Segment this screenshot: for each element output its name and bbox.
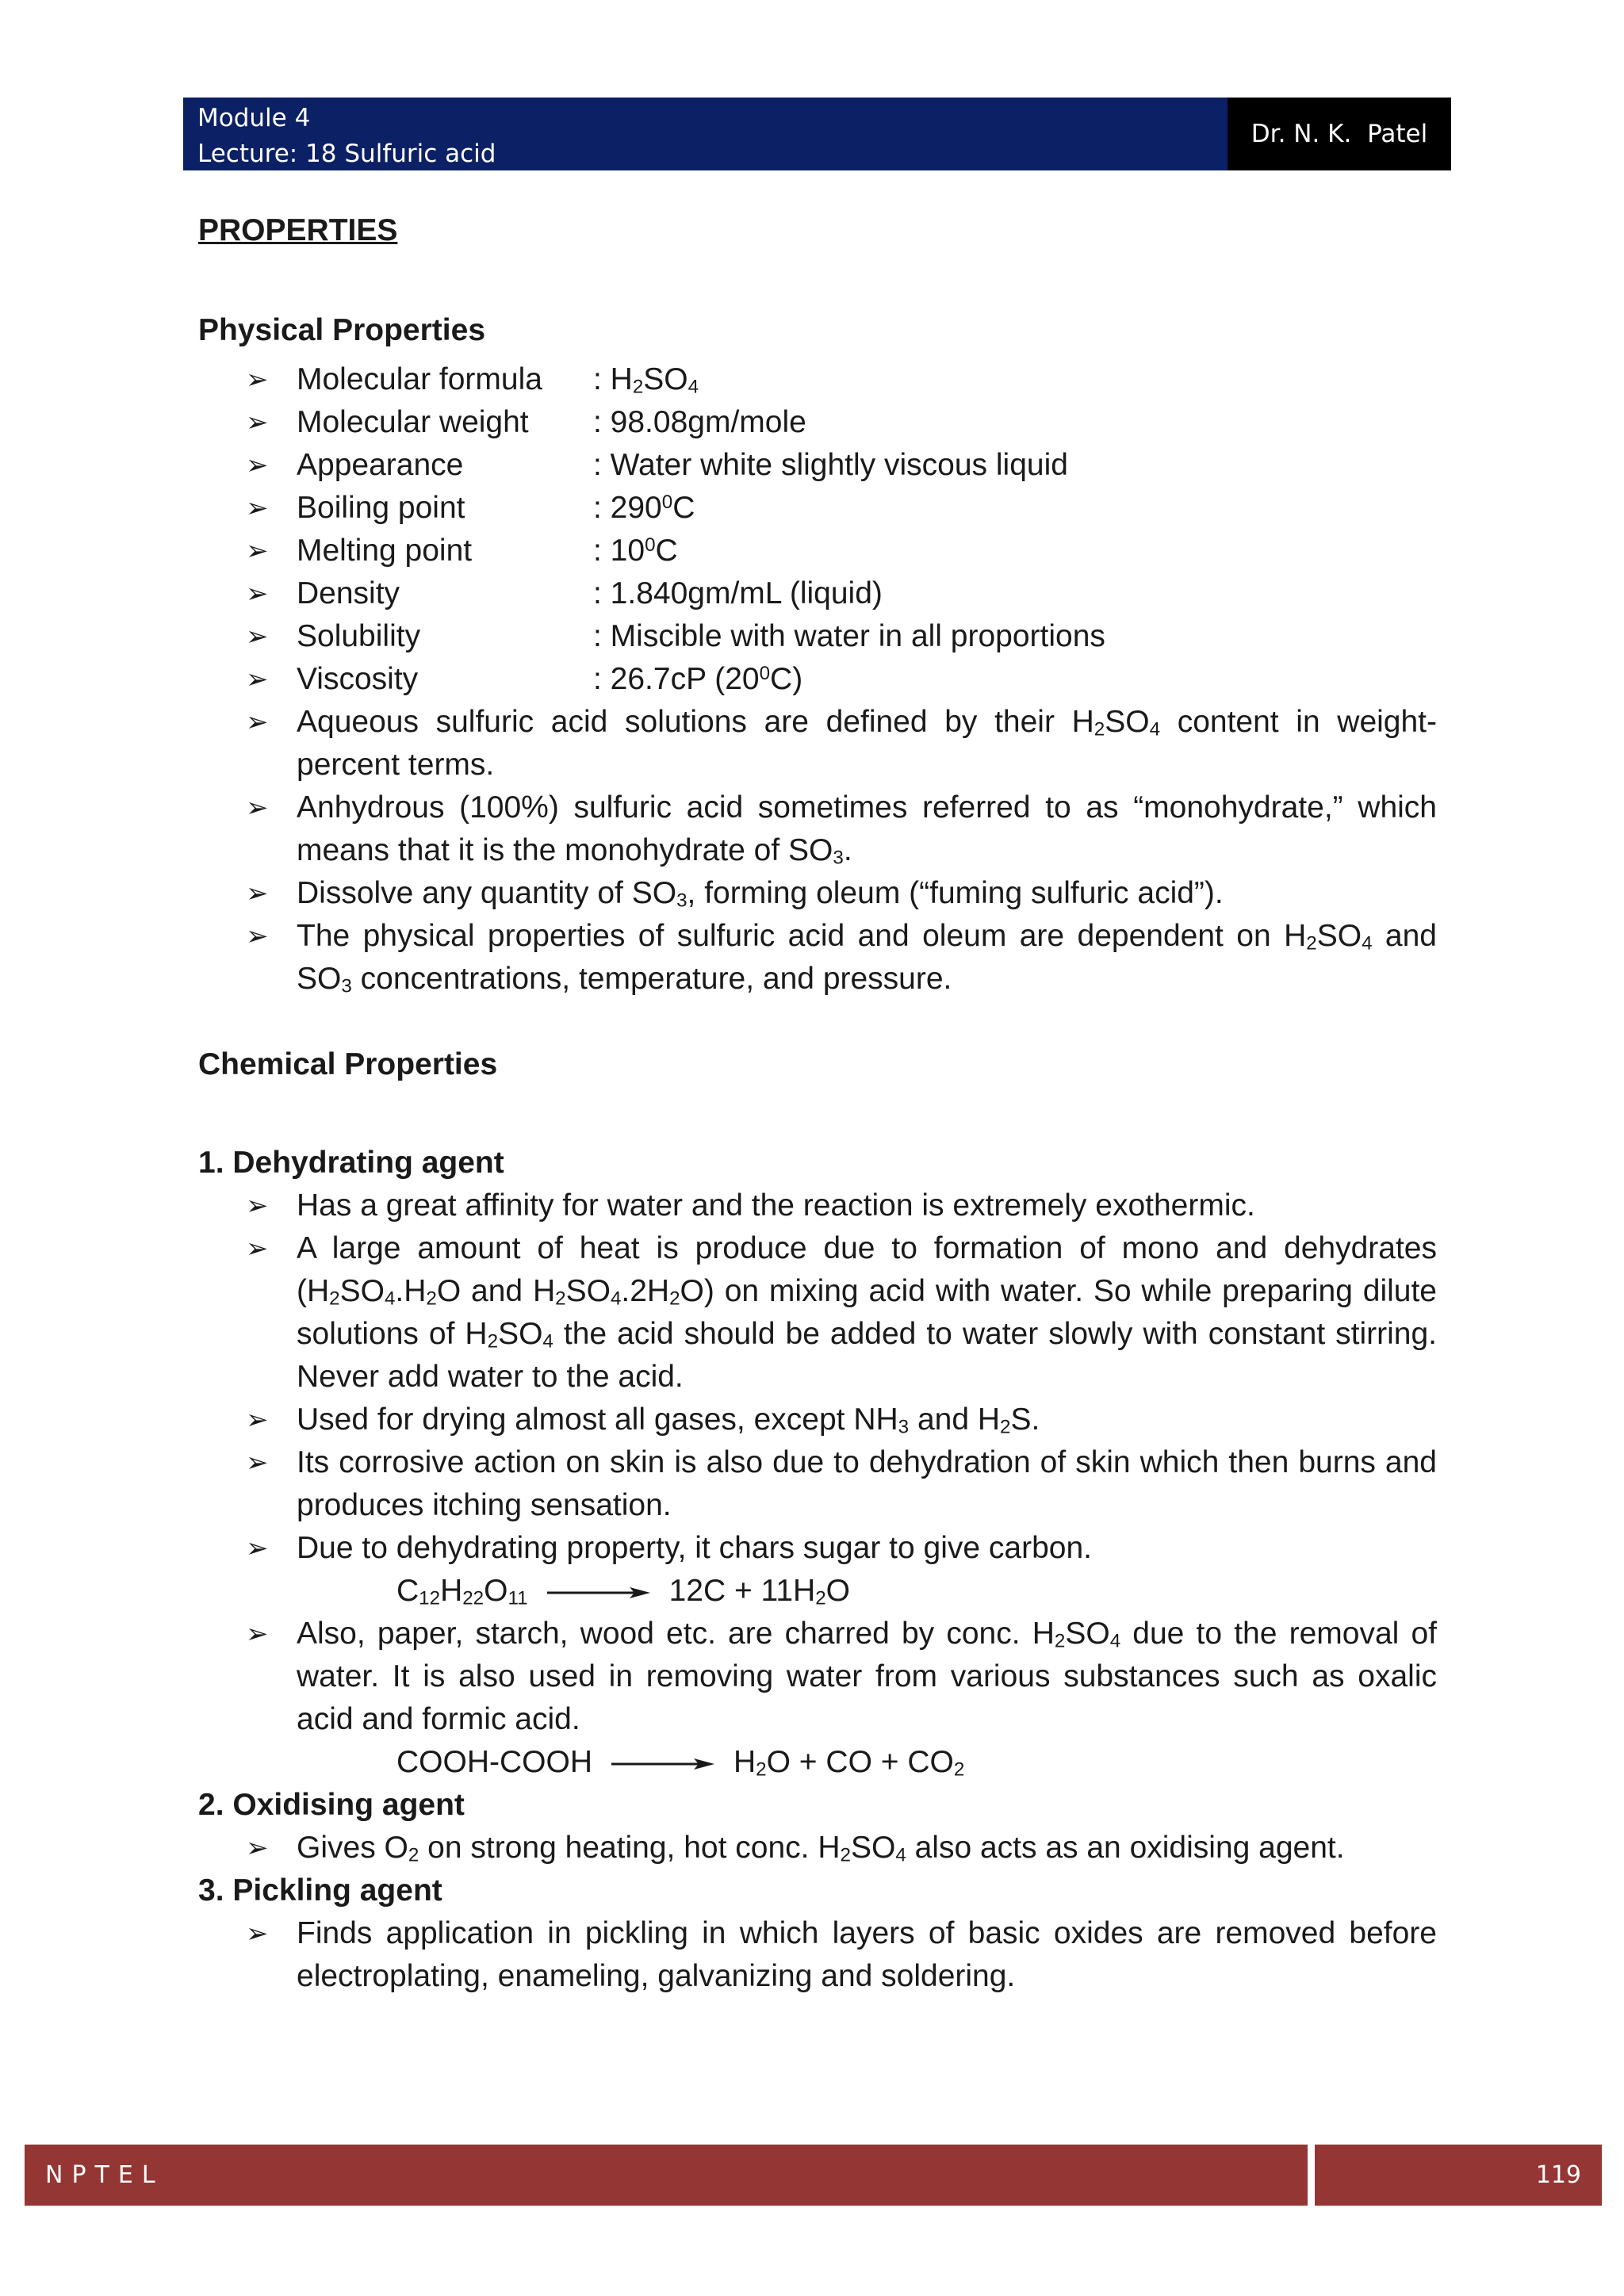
prop-row	[198, 658, 1437, 701]
section-title: PROPERTIES	[198, 213, 398, 247]
list-item	[198, 1527, 1437, 1570]
page-content	[198, 198, 1437, 1998]
arrowhead-bullet-icon: ➢	[246, 1404, 269, 1436]
header-lecture: Lecture: 18 Sulfuric acid	[197, 140, 496, 168]
list-item	[198, 1613, 1437, 1741]
prop-label: Density	[297, 576, 400, 610]
list-item-text: Finds application in pickling in which layers of basic oxides are removed before electroplating, enameling, galvanizing and soldering.	[297, 1916, 1437, 1993]
list-item	[198, 701, 1437, 786]
list-item	[198, 1441, 1437, 1527]
list-item-text: Its corrosive action on skin is also due to dehydration of skin which then burns and produces itching sensation.	[297, 1445, 1437, 1522]
prop-row	[198, 487, 1437, 530]
oxidising-heading: 2. Oxidising agent	[198, 1788, 465, 1822]
reaction-arrow-icon	[547, 1585, 650, 1601]
prop-value: : 26.7cP $(20^0C)$	[593, 662, 803, 696]
prop-value: : Water white slightly viscous liquid	[593, 448, 1068, 482]
list-item-text: Used for drying almost all gases, except $NH_3$ and $H_2S$.	[297, 1402, 1040, 1438]
prop-label: Appearance	[297, 448, 464, 482]
list-item-text: A large amount of heat is produce due to formation of mono and dehydrates ($H_2SO_4.H_2O$ and $H_2SO_4.2H_2O$) on mixing acid with water. So while preparing dilute solutions of $H_2SO_4$ the acid should be added to water slowly with constant stirring. Never add water to the acid.	[297, 1231, 1437, 1394]
reactant: COOH-COOH	[396, 1745, 592, 1779]
prop-label: Molecular weight	[297, 405, 529, 439]
list-item	[198, 1912, 1437, 1998]
prop-row	[198, 444, 1437, 487]
list-item-text: Gives $O_2$ on strong heating, hot conc. $H_2SO_4$ also acts as an oxidising agent.	[297, 1831, 1345, 1866]
prop-value: : Miscible with water in all proportions	[593, 619, 1105, 653]
footer-label: NPTEL	[45, 2161, 164, 2189]
prop-label: Boiling point	[297, 491, 465, 525]
physical-heading: Physical Properties	[198, 313, 486, 347]
list-item	[198, 872, 1437, 915]
list-item-text: Has a great affinity for water and the reaction is extremely exothermic.	[297, 1188, 1255, 1223]
prop-label: Molecular formula	[297, 362, 542, 396]
chemical-heading: Chemical Properties	[198, 1047, 498, 1081]
prop-value: : 1.840gm/mL (liquid)	[593, 576, 883, 610]
prop-value: : 98.08gm/mole	[593, 405, 806, 439]
prop-row	[198, 358, 1437, 401]
arrowhead-bullet-icon: ➢	[246, 920, 269, 952]
prop-value: : $10^0C$	[593, 534, 678, 568]
arrowhead-bullet-icon: ➢	[246, 492, 269, 524]
list-item-text: Also, paper, starch, wood etc. are charred by conc. $H_2SO_4$ due to the removal of water. It is also used in removing water from various substances such as oxalic acid and formic acid.	[297, 1617, 1437, 1736]
product: $12C + 11H_2O$	[668, 1574, 850, 1609]
arrowhead-bullet-icon: ➢	[246, 792, 269, 824]
list-item	[198, 786, 1437, 872]
arrowhead-bullet-icon: ➢	[246, 1832, 269, 1864]
arrowhead-bullet-icon: ➢	[246, 1447, 269, 1479]
reaction-arrow-icon	[611, 1756, 714, 1772]
arrowhead-bullet-icon: ➢	[246, 878, 269, 909]
header-module: Module 4	[197, 104, 311, 132]
list-item	[198, 1227, 1437, 1399]
header-author-block	[1228, 98, 1451, 170]
list-item-text: Anhydrous (100%) sulfuric acid sometimes referred to as “monohydrate,” which means that it is the monohydrate of $SO_3$.	[297, 790, 1437, 869]
prop-label: Solubility	[297, 619, 421, 653]
reaction-equation-sugar	[198, 1570, 1437, 1613]
dehydrating-list	[198, 1184, 1437, 1784]
arrowhead-bullet-icon: ➢	[246, 1618, 269, 1650]
list-item	[198, 1827, 1437, 1869]
arrowhead-bullet-icon: ➢	[246, 535, 269, 567]
arrowhead-bullet-icon: ➢	[246, 450, 269, 481]
arrowhead-bullet-icon: ➢	[246, 1918, 269, 1950]
prop-label: Melting point	[297, 534, 473, 568]
prop-row	[198, 530, 1437, 572]
physical-properties-list	[198, 358, 1437, 1001]
product: $H_2O$ + CO + $CO_2$	[733, 1745, 965, 1781]
list-item-text: The physical properties of sulfuric acid and oleum are dependent on $H_2SO_4$ and $SO_3$ concentrations, temperature, and pressure.	[297, 919, 1437, 997]
dehydrating-heading: 1. Dehydrating agent	[198, 1146, 504, 1180]
arrowhead-bullet-icon: ➢	[246, 706, 269, 738]
list-item-text: Dissolve any quantity of $SO_3$, forming oleum (“fuming sulfuric acid”).	[297, 876, 1224, 912]
list-item	[198, 915, 1437, 1001]
prop-row	[198, 401, 1437, 444]
arrowhead-bullet-icon: ➢	[246, 1533, 269, 1564]
list-item	[198, 1399, 1437, 1441]
page-number: 119	[1535, 2161, 1581, 2189]
arrowhead-bullet-icon: ➢	[246, 578, 269, 610]
arrowhead-bullet-icon: ➢	[246, 621, 269, 652]
reactant: $C_{12}H_{22}O_{11}$	[396, 1574, 528, 1609]
prop-value: : $H_2SO_4$	[593, 362, 699, 398]
prop-row	[198, 615, 1437, 658]
pickling-heading: 3. Pickling agent	[198, 1873, 442, 1908]
arrowhead-bullet-icon: ➢	[246, 407, 269, 438]
arrowhead-bullet-icon: ➢	[246, 364, 269, 396]
footer-nptel	[25, 2145, 1308, 2206]
arrowhead-bullet-icon: ➢	[246, 1190, 269, 1222]
list-item	[198, 1184, 1437, 1227]
footer-page-block	[1315, 2145, 1602, 2206]
list-item-text: Due to dehydrating property, it chars sugar to give carbon.	[297, 1531, 1092, 1565]
prop-label: Viscosity	[297, 662, 419, 696]
reaction-equation-oxalic	[198, 1741, 1437, 1784]
arrowhead-bullet-icon: ➢	[246, 1233, 269, 1265]
prop-value: : $290^0C$	[593, 491, 695, 525]
header-module-block	[183, 98, 1228, 170]
header-author: Dr. N. K. Patel	[1251, 120, 1428, 148]
list-item-text: Aqueous sulfuric acid solutions are defined by their $H_2SO_4$ content in weight-percent terms.	[297, 705, 1438, 782]
arrowhead-bullet-icon: ➢	[246, 664, 269, 695]
prop-row	[198, 572, 1437, 615]
